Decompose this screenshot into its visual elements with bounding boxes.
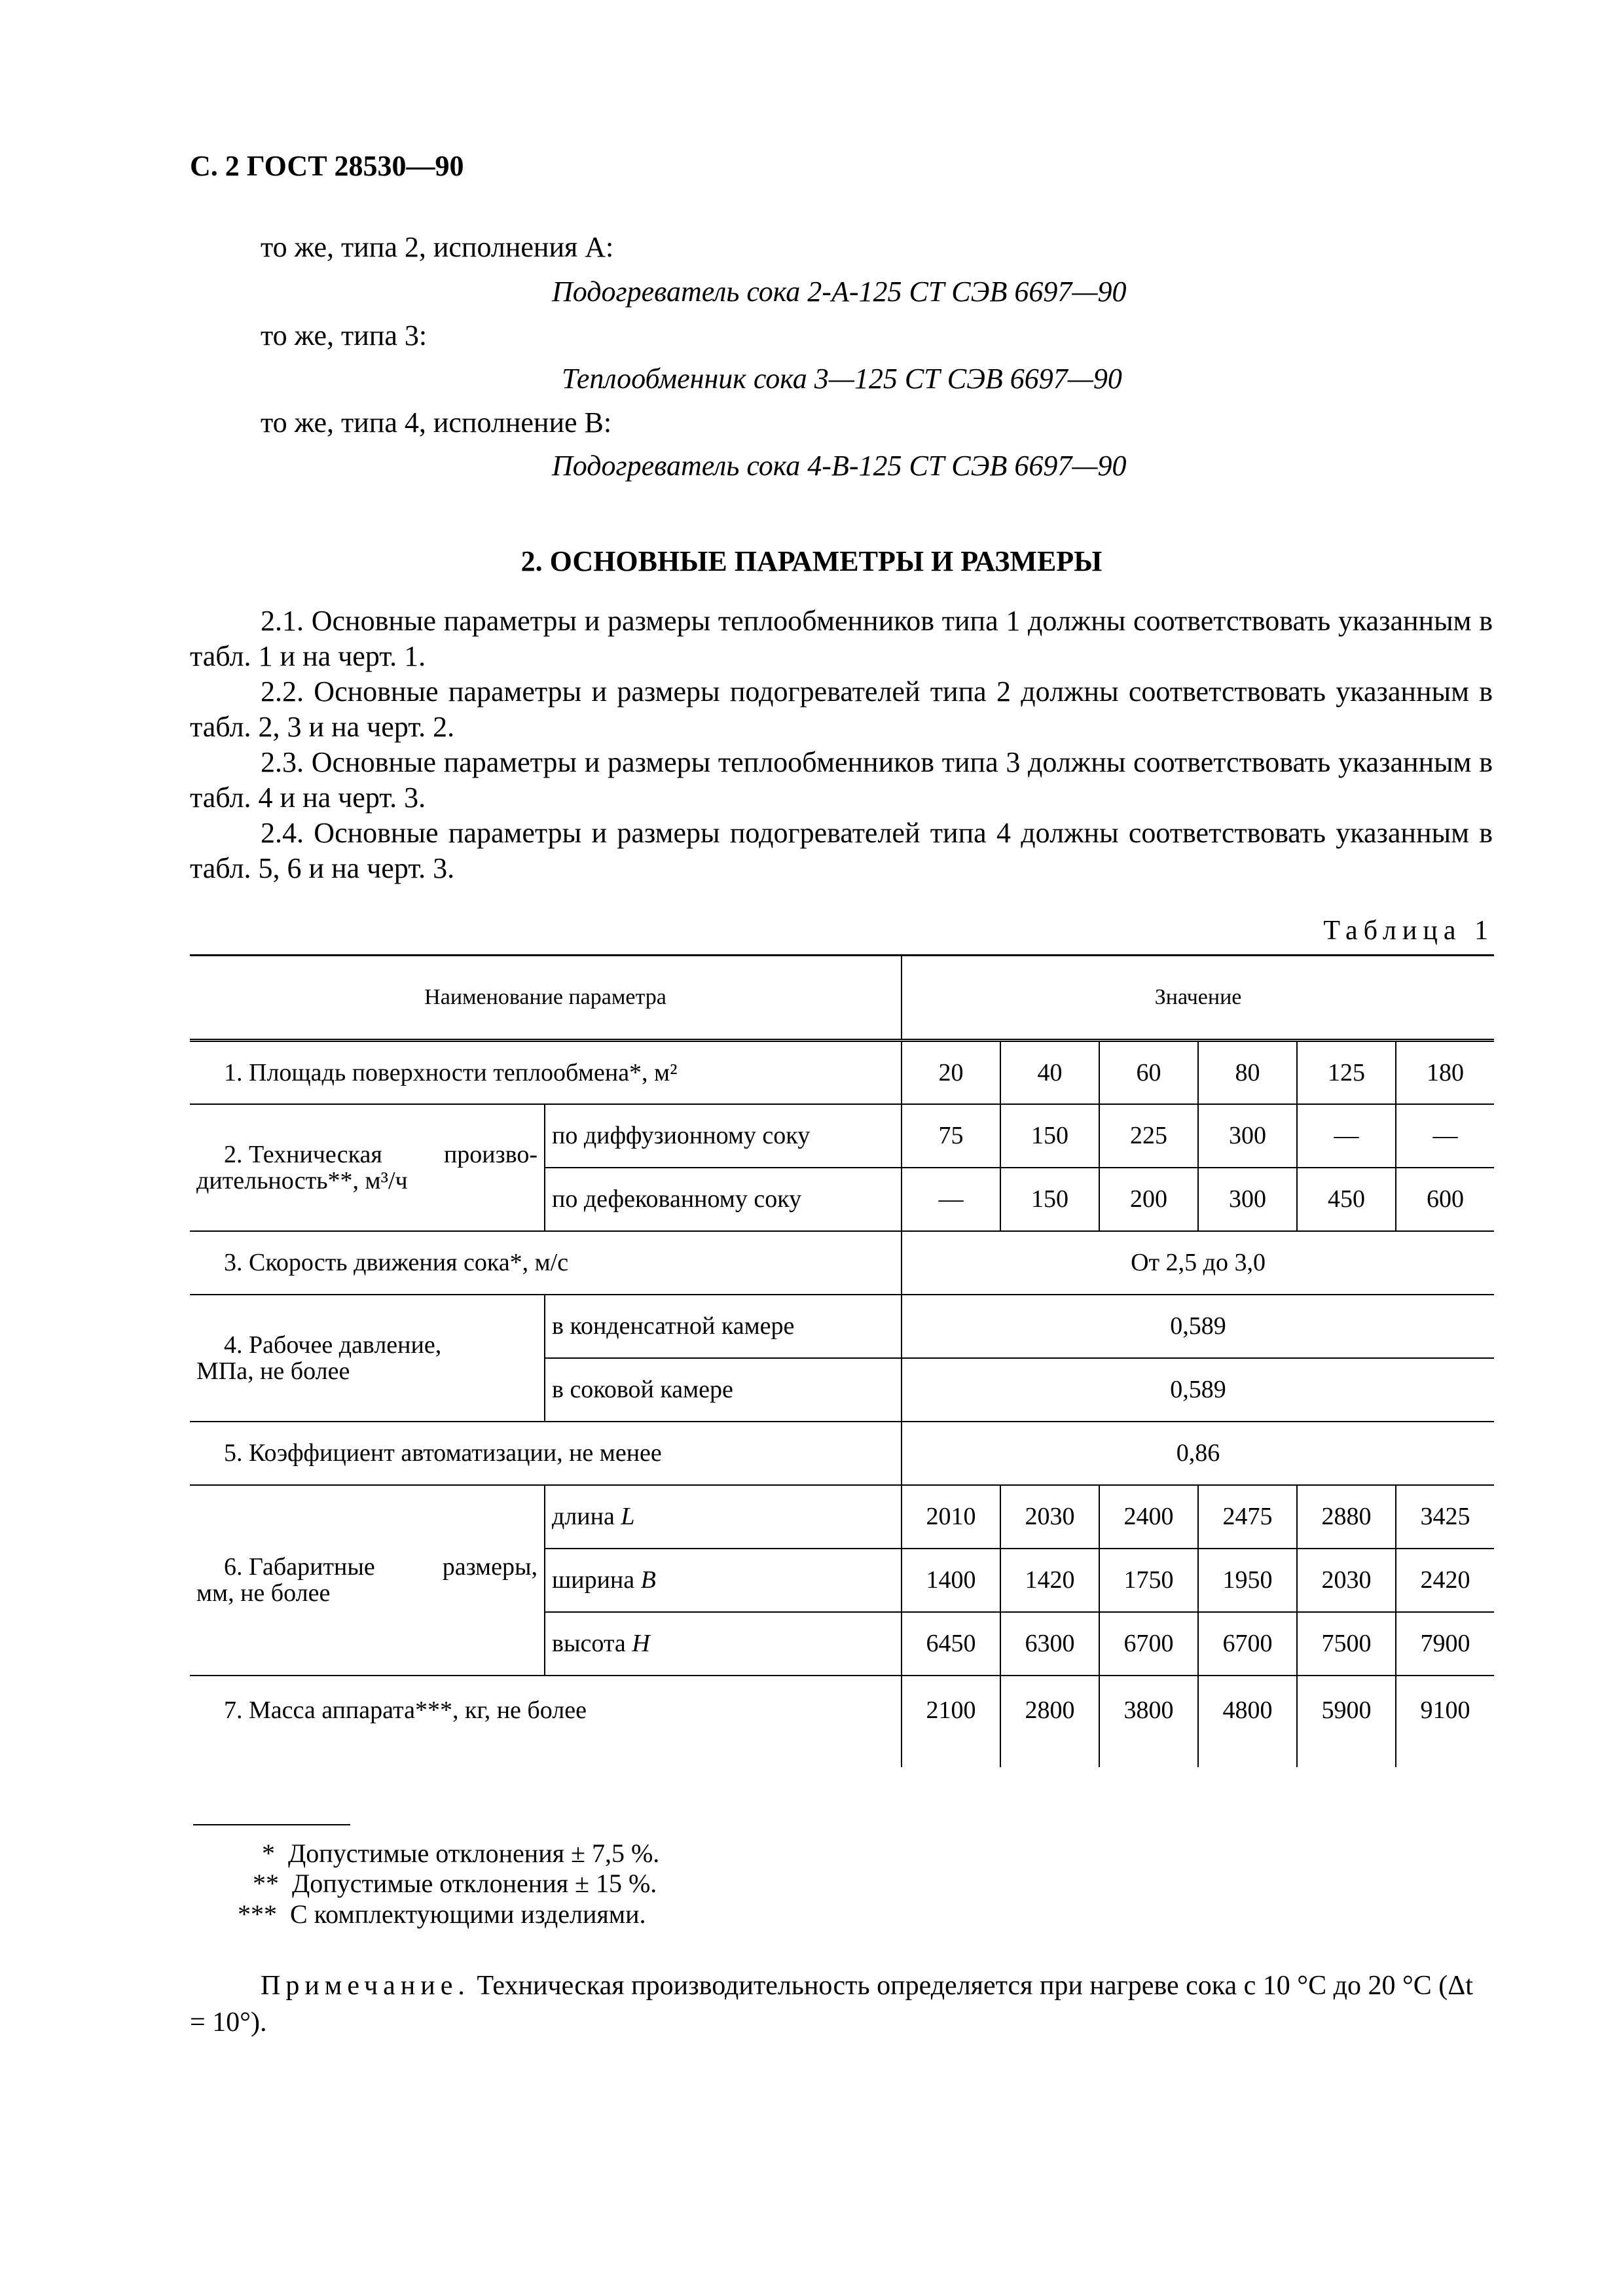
row3-name: 3. Скорость движения сока*, м/с [190, 1231, 902, 1295]
cell: 40 [1000, 1041, 1099, 1104]
row4a-sub: в конденсатной камере [545, 1295, 902, 1358]
table-row [190, 1231, 1494, 1295]
cell: 6700 [1198, 1612, 1297, 1676]
row5-name: 5. Коэффициент автоматизации, не менее [190, 1422, 902, 1485]
footnote-3: *** С комплектующими изделиями. [238, 1899, 646, 1929]
row6-name: 6. Габаритные размеры, мм, не более [190, 1485, 545, 1676]
cell: 1950 [1198, 1549, 1297, 1612]
cell: 2010 [902, 1485, 1000, 1549]
head-value: Значение [902, 956, 1494, 1041]
cell: 75 [902, 1104, 1000, 1168]
row1-name: 1. Площадь поверхности теплообмена*, м² [190, 1041, 902, 1104]
section-title: 2. ОСНОВНЫЕ ПАРАМЕТРЫ И РАЗМЕРЫ [520, 545, 1103, 577]
designation-label-2: то же, типа 3: [261, 319, 428, 351]
table-note: Примечание. Техническая производительность определяется при нагреве сока с 10 °С до 20 °С (Δt = 10°). [190, 1971, 1473, 2037]
cell: 4800 [1198, 1676, 1297, 1767]
cell: 60 [1099, 1041, 1198, 1104]
row2a-sub: по диффузионному соку [545, 1104, 902, 1168]
cell: 9100 [1396, 1676, 1494, 1767]
cell: 2030 [1000, 1485, 1099, 1549]
row2b-sub: по дефекованному соку [545, 1168, 902, 1231]
cell: 3425 [1396, 1485, 1494, 1549]
cell: От 2,5 до 3,0 [902, 1231, 1494, 1295]
cell: 3800 [1099, 1676, 1198, 1767]
cell: 2400 [1099, 1485, 1198, 1549]
cell: 450 [1297, 1168, 1396, 1231]
footnote-2: ** Допустимые отклонения ± 15 %. [253, 1869, 657, 1898]
cell: 6450 [902, 1612, 1000, 1676]
parameters-table [190, 954, 1494, 1767]
cell: 6300 [1000, 1612, 1099, 1676]
cell: 7500 [1297, 1612, 1396, 1676]
cell: — [1297, 1104, 1396, 1168]
cell: 1420 [1000, 1549, 1099, 1612]
cell: 7900 [1396, 1612, 1494, 1676]
cell: 1400 [902, 1549, 1000, 1612]
row6a-sub: длина L [545, 1485, 902, 1549]
row6b-sub: ширина B [545, 1549, 902, 1612]
cell: 300 [1198, 1168, 1297, 1231]
designation-value-1: Подогреватель сока 2-А-125 СТ СЭВ 6697—90 [552, 276, 1127, 308]
cell: 0,589 [902, 1358, 1494, 1422]
row2-name: 2. Техническая произво- дительность**, м³/ч [190, 1104, 545, 1231]
cell: 0,86 [902, 1422, 1494, 1485]
cell: 600 [1396, 1168, 1494, 1231]
designation-value-2: Теплообменник сока 3—125 СТ СЭВ 6697—90 [562, 363, 1122, 395]
cell: 0,589 [902, 1295, 1494, 1358]
cell: 2800 [1000, 1676, 1099, 1767]
cell: 200 [1099, 1168, 1198, 1231]
table-head-row [190, 956, 1494, 1041]
table-row [190, 1485, 1494, 1549]
cell: 2420 [1396, 1549, 1494, 1612]
table-row [190, 1676, 1494, 1767]
paragraph-2-2: 2.2. Основные параметры и размеры подогревателей типа 2 должны соответствовать указанным в табл. 2, 3 и на черт. 2. [190, 675, 1493, 743]
table-row [190, 1104, 1494, 1168]
table-row [190, 1422, 1494, 1485]
cell: — [1396, 1104, 1494, 1168]
cell: — [902, 1168, 1000, 1231]
paragraph-2-3: 2.3. Основные параметры и размеры теплообменников типа 3 должны соответствовать указанным в табл. 4 и на черт. 3. [190, 746, 1493, 814]
footnote-1: * Допустимые отклонения ± 7,5 %. [262, 1839, 660, 1868]
table-row [190, 1295, 1494, 1358]
cell: 80 [1198, 1041, 1297, 1104]
cell: 6700 [1099, 1612, 1198, 1676]
cell: 2100 [902, 1676, 1000, 1767]
cell: 300 [1198, 1104, 1297, 1168]
table-row [190, 1041, 1494, 1104]
cell: 150 [1000, 1168, 1099, 1231]
designation-value-3: Подогреватель сока 4-В-125 СТ СЭВ 6697—90 [552, 450, 1127, 482]
cell: 5900 [1297, 1676, 1396, 1767]
head-param: Наименование параметра [190, 956, 902, 1041]
cell: 20 [902, 1041, 1000, 1104]
designation-label-3: то же, типа 4, исполнение В: [261, 406, 612, 439]
table-caption: Таблица 1 [1323, 916, 1494, 946]
paragraph-2-1: 2.1. Основные параметры и размеры теплообменников типа 1 должны соответствовать указанным в табл. 1 и на черт. 1. [190, 605, 1493, 672]
cell: 1750 [1099, 1549, 1198, 1612]
row4-name: 4. Рабочее давление, МПа, не более [190, 1295, 545, 1422]
cell: 2475 [1198, 1485, 1297, 1549]
cell: 2030 [1297, 1549, 1396, 1612]
row4b-sub: в соковой камере [545, 1358, 902, 1422]
cell: 150 [1000, 1104, 1099, 1168]
footnote-divider [193, 1824, 350, 1825]
paragraph-2-4: 2.4. Основные параметры и размеры подогревателей типа 4 должны соответствовать указанным в табл. 5, 6 и на черт. 3. [190, 817, 1493, 884]
cell: 180 [1396, 1041, 1494, 1104]
designation-label-1: то же, типа 2, исполнения А: [261, 231, 614, 263]
row7-name: 7. Масса аппарата***, кг, не более [190, 1676, 902, 1767]
page-header: С. 2 ГОСТ 28530—90 [190, 150, 464, 182]
cell: 125 [1297, 1041, 1396, 1104]
cell: 225 [1099, 1104, 1198, 1168]
row6c-sub: высота H [545, 1612, 902, 1676]
cell: 2880 [1297, 1485, 1396, 1549]
